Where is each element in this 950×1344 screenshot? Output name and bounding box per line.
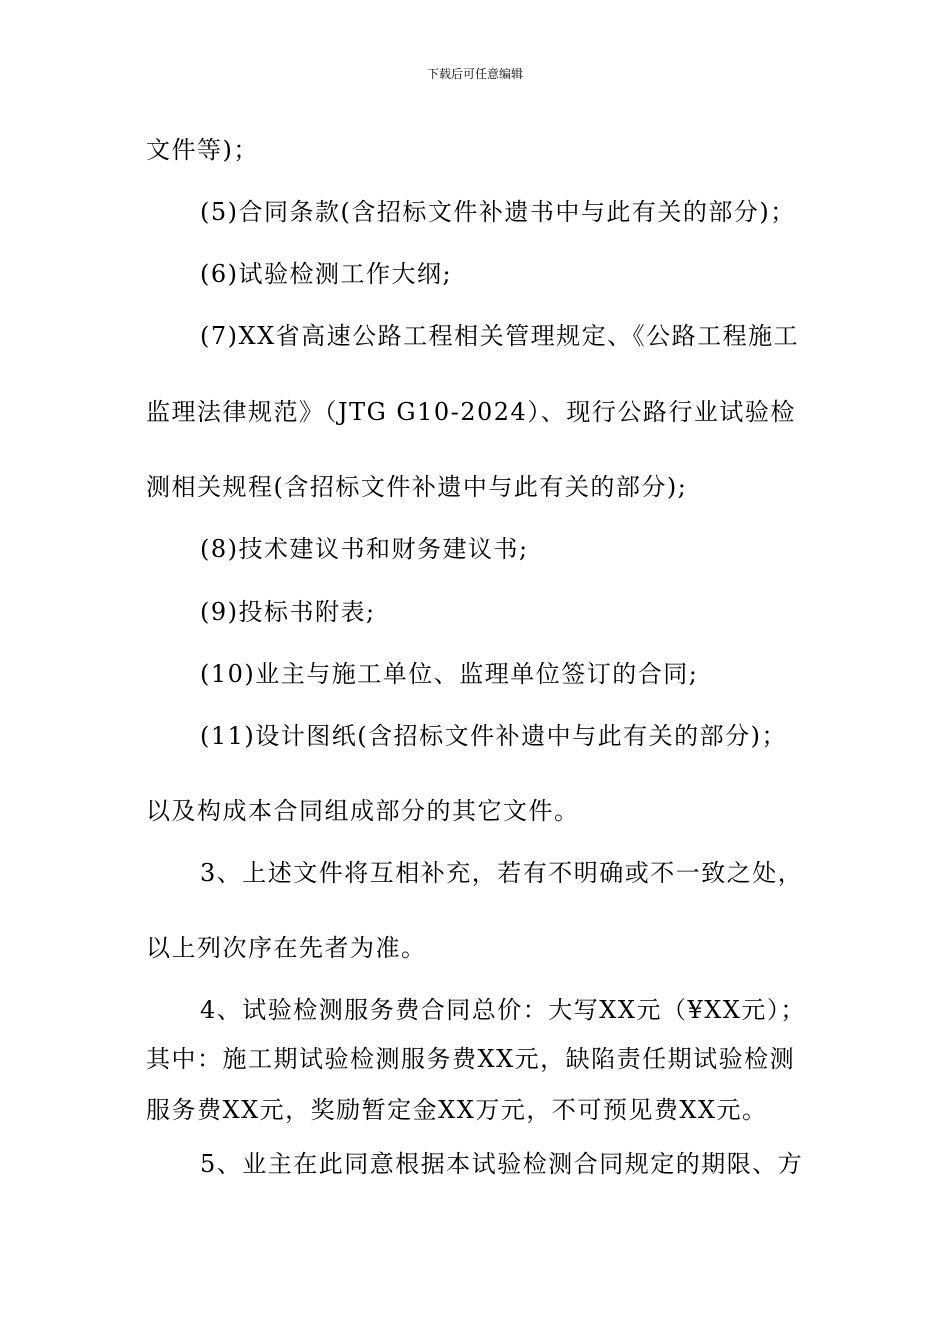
text-line: 4、试验检测服务费合同总价：大写XX元（¥XX元）； [200, 996, 806, 1024]
text-line: (9)投标书附表; [200, 598, 376, 626]
text-line: (11)设计图纸(含招标文件补遗中与此有关的部分)； [200, 722, 787, 750]
page-header: 下载后可任意编辑 [426, 67, 523, 81]
text-line: 以上列次序在先者为准。 [146, 934, 427, 962]
text-line: (5)合同条款(含招标文件补遗书中与此有关的部分)； [200, 198, 796, 226]
text-line: (8)技术建议书和财务建议书; [200, 535, 529, 563]
text-line: 5、业主在此同意根据本试验检测合同规定的期限、方 [200, 1150, 804, 1178]
text-line: 服务费XX元，奖励暂定金XX万元，不可预见费XX元。 [146, 1096, 768, 1124]
text-line: (7)XX省高速公路工程相关管理规定、《公路工程施工 [200, 322, 800, 350]
text-line: 3、上述文件将互相补充，若有不明确或不一致之处， [200, 859, 804, 887]
text-line: (6)试验检测工作大纲; [200, 260, 453, 288]
text-line: 其中：施工期试验检测服务费XX元，缺陷责任期试验检测 [146, 1045, 796, 1073]
text-line: 测相关规程(含招标文件补遗中与此有关的部分); [146, 473, 688, 501]
text-line: 以及构成本合同组成部分的其它文件。 [146, 797, 580, 825]
text-line: (10)业主与施工单位、监理单位签订的合同; [200, 660, 699, 688]
text-line: 监理法律规范》（JTG G10-2024）、现行公路行业试验检 [146, 398, 796, 426]
text-line: 文件等)； [146, 136, 259, 164]
